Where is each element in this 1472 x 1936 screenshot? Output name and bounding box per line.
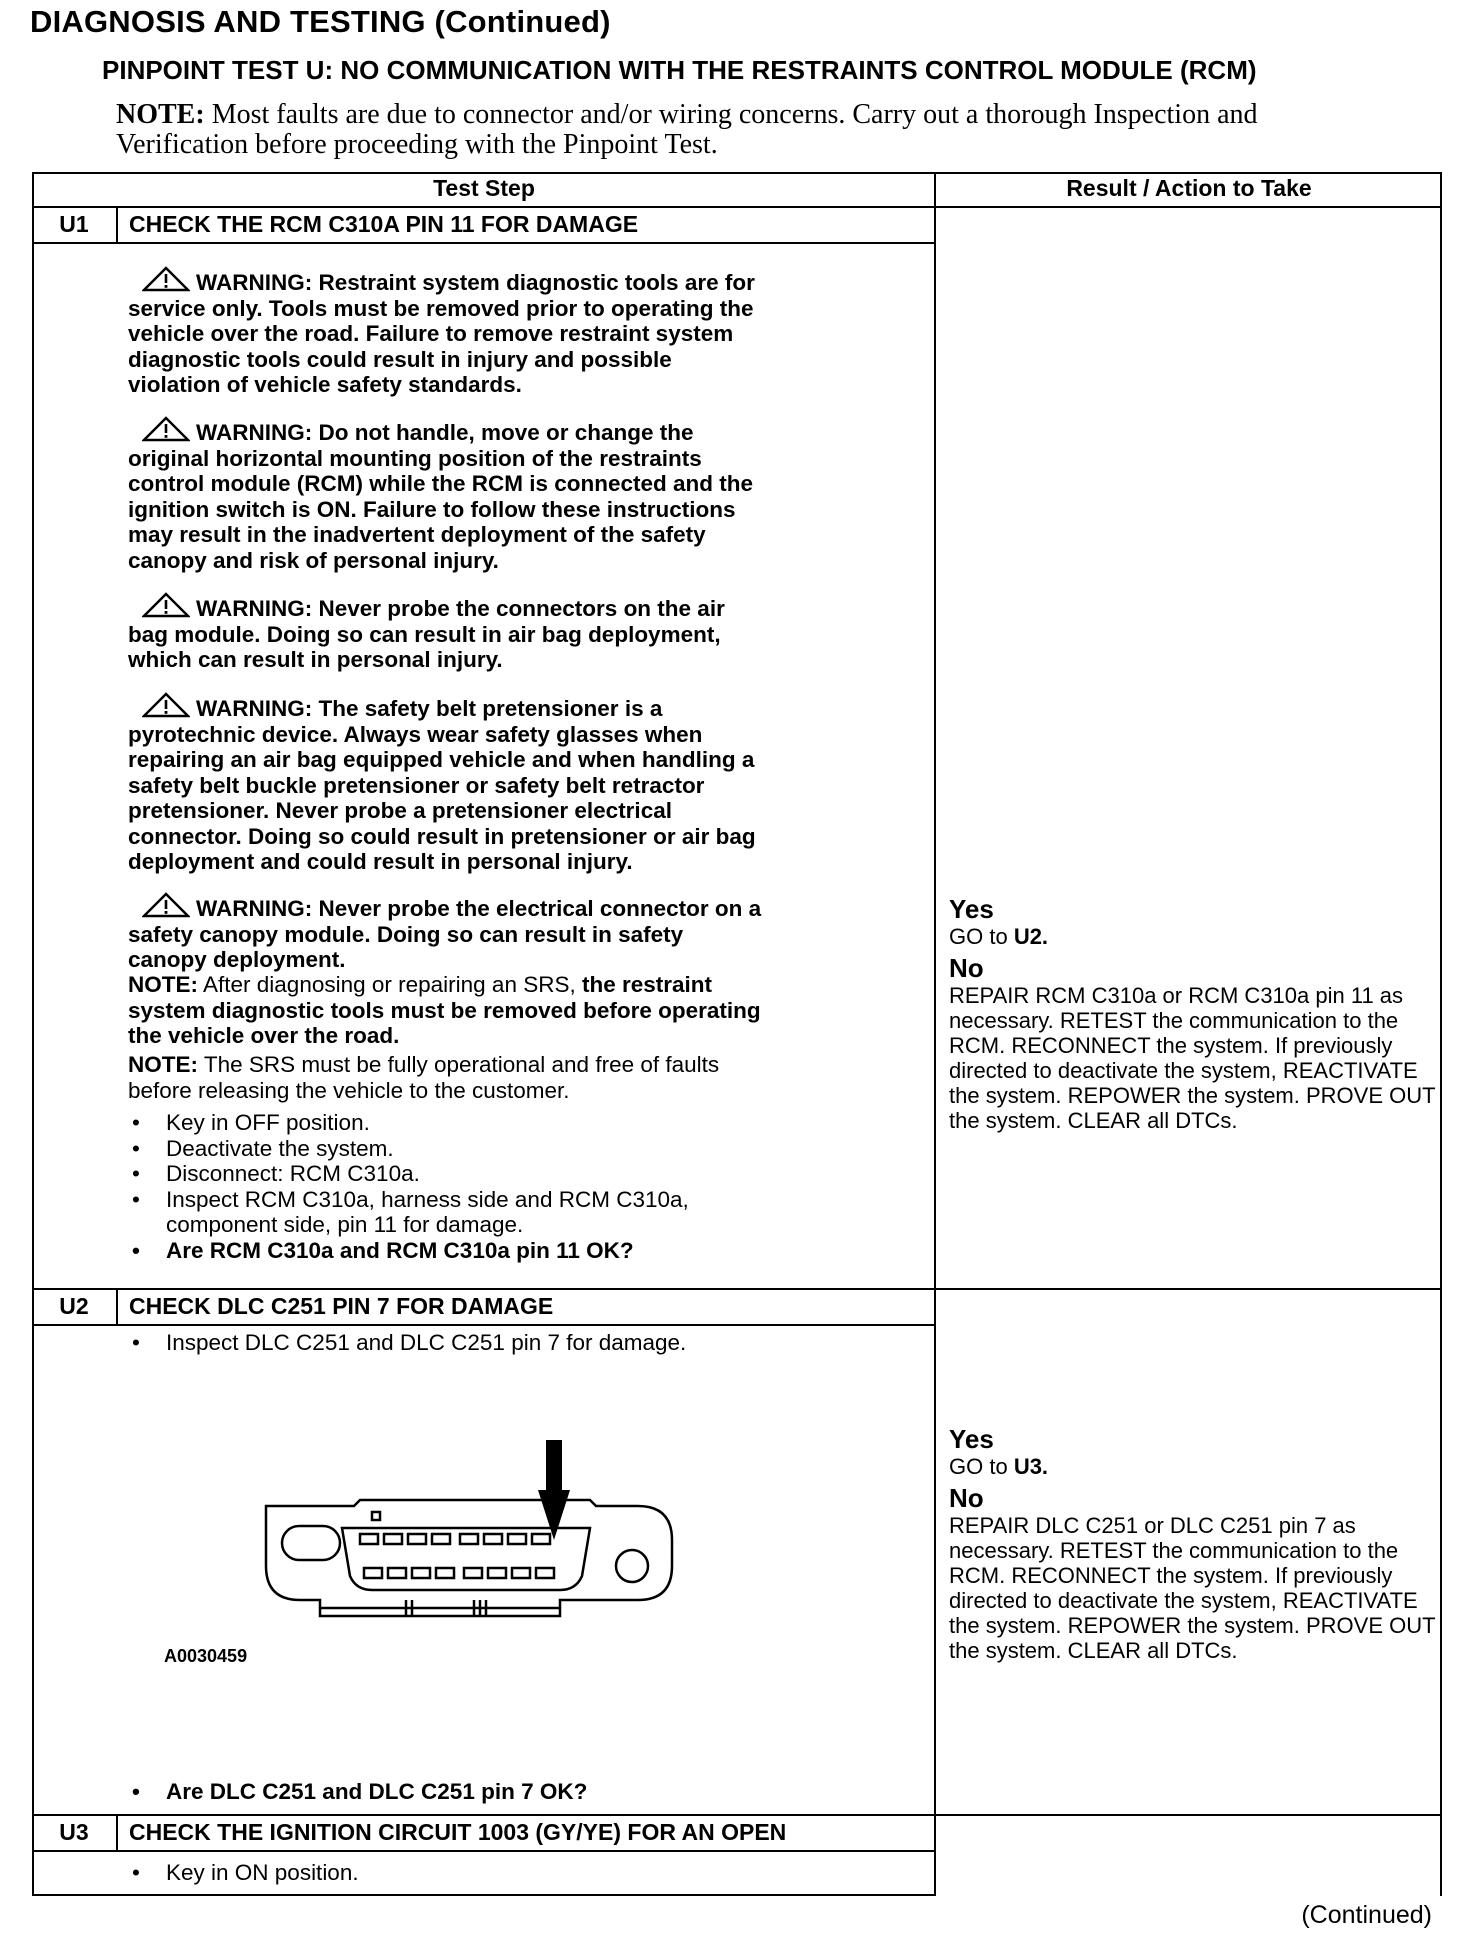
u1-bullet-3: • Disconnect: RCM C310a.	[128, 1161, 768, 1187]
table-right-border	[1440, 172, 1442, 1896]
u1-no-label: No	[949, 953, 984, 983]
u2-yes-text: GO to	[949, 1454, 1008, 1479]
u1-step-title: CHECK THE RCM C310A PIN 11 FOR DAMAGE	[129, 211, 639, 237]
u1-title-bottom-border	[32, 242, 936, 244]
u2-no-label: No	[949, 1483, 984, 1513]
pinpoint-test-table	[32, 172, 1442, 1896]
u1-warning-2-text: WARNING: Do not handle, move or change the original horizontal mounting position of the restraints control module (RCM) while the RCM is connected and the ignition switch is ON. Failure to follow these instructions may result in the inadvertent deployment of the safety canopy and risk of personal injury.	[128, 420, 754, 573]
u1-warning-4	[128, 692, 768, 875]
intro-note-text: Most faults are due to connector and/or wiring concerns. Carry out a thorough Inspection and Verification before proceeding with the Pinpoint Test.	[116, 99, 1258, 160]
u3-title-bottom-border	[32, 1850, 936, 1852]
u2-yes-action	[949, 1454, 1439, 1479]
u1-note-1-label: NOTE:	[128, 972, 198, 997]
u1-yes-text: GO to	[949, 924, 1008, 949]
u1-yes-target: U2.	[1013, 924, 1049, 949]
u1-bullet-list	[128, 1110, 768, 1263]
u3-bullet-1: • Key in ON position.	[128, 1860, 888, 1886]
u3-step-number: U3	[59, 1819, 89, 1845]
u1-warning-1-text: WARNING: Restraint system diagnostic tools are for service only. Tools must be removed prior to operating the vehicle over the road. Failure to remove restraint system diagnostic tools could result in injury and possible violation of vehicle safety standards.	[128, 270, 755, 397]
dlc-connector-diagram	[260, 1440, 680, 1652]
u1-note-1	[128, 972, 788, 1049]
warning-triangle-icon	[142, 892, 190, 918]
intro-note-label: NOTE:	[116, 99, 205, 130]
u1-warning-2	[128, 416, 768, 573]
u1-yes-label: Yes	[949, 894, 994, 924]
u1-step-number: U1	[59, 211, 89, 237]
continued-label: (Continued)	[1301, 1901, 1432, 1929]
u1-note-2-label: NOTE:	[128, 1052, 198, 1077]
u1-bullet-2: • Deactivate the system.	[128, 1136, 768, 1162]
u3-bullet-list	[128, 1860, 888, 1886]
u3-num-divider	[116, 1814, 118, 1852]
u1-warning-3	[128, 592, 768, 673]
warning-triangle-icon	[142, 592, 190, 618]
intro-note	[116, 100, 1376, 160]
u1-warning-4-text: WARNING: The safety belt pretensioner is a pyrotechnic device. Always wear safety glasses when repairing an air bag equipped vehicle and when handling a safety belt buckle pretensioner or safety belt retractor pretensioner. Never probe a pretensioner electrical connector. Doing so could result in pretensioner or air bag deployment and could result in personal injury.	[128, 696, 756, 874]
table-top-border	[32, 172, 1442, 174]
u1-yes-action	[949, 924, 1439, 949]
column-divider	[934, 172, 936, 1896]
u2-question: • Are DLC C251 and DLC C251 pin 7 OK?	[128, 1779, 888, 1805]
warning-triangle-icon	[142, 416, 190, 442]
u1-bullet-1: • Key in OFF position.	[128, 1110, 768, 1136]
col-header-result: Result / Action to Take	[1066, 175, 1312, 201]
u1-note-2	[128, 1052, 788, 1103]
u2-bottom-border	[32, 1814, 1442, 1816]
u1-warning-3-text: WARNING: Never probe the connectors on the air bag module. Doing so can result in air bag deployment, which can result in personal injury.	[128, 596, 725, 672]
u1-bullet-4: • Inspect RCM C310a, harness side and RCM C310a, component side, pin 11 for damage.	[128, 1187, 768, 1238]
u1-note-1-plain: After diagnosing or repairing an SRS,	[203, 972, 576, 997]
u1-result	[949, 894, 1439, 1133]
u1-bottom-border	[32, 1288, 1442, 1290]
u2-no-action: REPAIR DLC C251 or DLC C251 pin 7 as necessary. RETEST the communication to the RCM. RECONNECT the system. If previously directed to deactivate the system, REACTIVATE the system. REPOWER the system. PROVE OUT the system. CLEAR all DTCs.	[949, 1513, 1436, 1663]
u2-yes-target: U3.	[1013, 1454, 1049, 1479]
u1-warning-5-text: WARNING: Never probe the electrical connector on a safety canopy module. Doing so can result in safety canopy deployment.	[128, 896, 762, 972]
header-bottom-border	[32, 206, 1442, 208]
warning-triangle-icon	[142, 692, 190, 718]
u2-bullet-1: • Inspect DLC C251 and DLC C251 pin 7 for damage.	[128, 1330, 888, 1356]
u2-step-title: CHECK DLC C251 PIN 7 FOR DAMAGE	[129, 1293, 554, 1319]
u2-step-number: U2	[59, 1293, 89, 1319]
u1-num-divider	[116, 206, 118, 244]
warning-triangle-icon	[142, 266, 190, 292]
table-bottom-border	[32, 1894, 936, 1896]
u2-yes-label: Yes	[949, 1424, 994, 1454]
u2-question-list	[128, 1779, 888, 1805]
page-header-title: DIAGNOSIS AND TESTING (Continued)	[30, 4, 611, 39]
u1-note-1-bold: the restraint system diagnostic tools must be removed before operating the vehicle over the road.	[128, 972, 761, 1048]
u2-num-divider	[116, 1288, 118, 1326]
u1-warning-1	[128, 266, 768, 398]
u2-figure-id: A0030459	[164, 1646, 248, 1666]
pinpoint-test-title: PINPOINT TEST U: NO COMMUNICATION WITH THE RESTRAINTS CONTROL MODULE (RCM)	[102, 55, 1257, 85]
u1-no-action: REPAIR RCM C310a or RCM C310a pin 11 as necessary. RETEST the communication to the RCM. RECONNECT the system. If previously directed to deactivate the system, REACTIVATE the system. REPOWER the system. PROVE OUT the system. CLEAR all DTCs.	[949, 983, 1436, 1133]
u1-warning-5	[128, 892, 768, 973]
table-left-border	[32, 172, 34, 1896]
u2-title-bottom-border	[32, 1324, 936, 1326]
u2-bullet-list	[128, 1330, 888, 1356]
u3-step-title: CHECK THE IGNITION CIRCUIT 1003 (GY/YE) FOR AN OPEN	[129, 1819, 787, 1845]
u1-note-2-text: The SRS must be fully operational and free of faults before releasing the vehicle to the customer.	[128, 1052, 720, 1103]
col-header-test-step: Test Step	[433, 175, 535, 201]
u1-question: • Are RCM C310a and RCM C310a pin 11 OK?	[128, 1238, 768, 1264]
u2-result	[949, 1424, 1439, 1663]
